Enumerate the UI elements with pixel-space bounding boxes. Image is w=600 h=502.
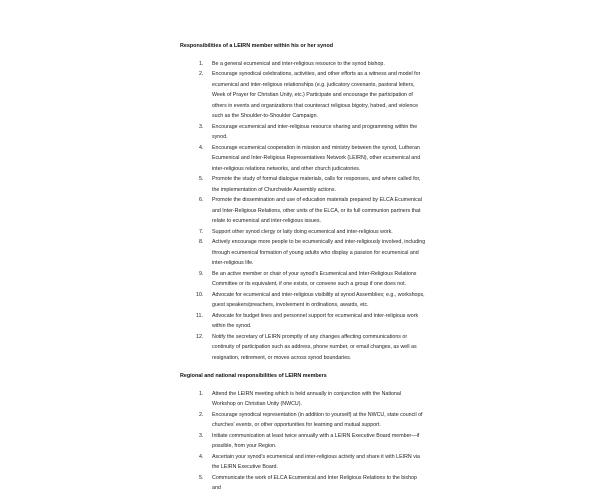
list-item: 5. Promote the study of formal dialogue materials, calls for responses, and where called for, the implementation of Churchwide Assembly actions. (199, 176, 421, 193)
list-item: 1. Be a general ecumenical and inter-religious resource to the synod bishop. (199, 60, 385, 67)
regional-responsibilities-list (180, 389, 430, 494)
list-item: 1. Attend the LEIRN meeting which is held annually in conjunction with the National Workshop on Christian Unity (NWCU). (199, 390, 402, 407)
list-item: 4. Encourage ecumenical cooperation in mission and ministry between the synod, Lutheran Ecumenical and Inter-Religious Representatives Network (LEIRN), other ecumenical and inter-religious relations networks, and other church judicatories. (199, 144, 421, 172)
list-item: 9. Be an active member or chair of your synod's Ecumenical and Inter-Religious Relations Committee or its equivalent, if one exists, or convene such a group if one does not. (199, 270, 417, 287)
list-item: 2. Encourage synodical representation (in addition to yourself) at the NWCU, state council of churches' events, or other opportunities for learning and mutual support. (199, 411, 423, 428)
list-item: 10. Advocate for ecumenical and inter-religious visibility at synod Assemblies; e.g., workshops, guest speakers/preachers, involvement in ordinations, awards, etc. (196, 291, 425, 308)
list-item: 8. Actively encourage more people to be ecumenically and inter-religiously involved, including through ecumenical formation of young adults who display a passion for ecumenical and inter-religious life. (199, 239, 426, 266)
list-item: 3. Initiate communication at least twice annually with a LEIRN Executive Board member—if possible, from your Region. (199, 432, 420, 449)
synod-responsibilities-list (180, 59, 430, 364)
list-item: 6. Promote the dissemination and use of education materials prepared by ELCA Ecumenical and Inter-Religious Relations, other units of the ELCA, or its full communion partners that relate to ecumenical and inter-religious issues. (199, 197, 422, 224)
list-item: 2. Encourage synodical celebrations, activities, and other efforts as a witness and model for ecumenical and inter-religious relationships (e.g. judicatory covenants, pastoral letters, Week of Prayer for Christian Unity, etc.) Participate and encourage the participation of others in events and organizations that counteract religious bigotry, hatred, and violence such as the Shoulder-to-Shoulder Campaign. (199, 71, 421, 119)
section-heading-synod: Responsibilities of a LEIRN member within his or her synod (180, 43, 334, 49)
list-item: 3. Encourage ecumenical and inter-religious resource sharing and programming within the synod. (199, 123, 418, 140)
section-heading-regional: Regional and national responsibilities of LEIRN members (180, 373, 327, 379)
list-item: 11. Advocate for budget lines and personnel support for ecumenical and inter-religious work within the synod. (196, 312, 419, 329)
list-item: 7. Support other synod clergy or laity doing ecumenical and inter-religious work. (199, 228, 393, 235)
list-item: 5. Communicate the work of ELCA Ecumenical and Inter Religious Relations to the bishop and (199, 474, 417, 491)
list-item: 4. Ascertain your synod's ecumenical and inter-religious activity and share it with LEIRN via the LEIRN Executive Board. (199, 453, 420, 470)
list-item: 12. Notify the secretary of LEIRN promptly of any changes affecting communications or continuity of participation such as address, phone number, or email changes, as well as resignation, retirement, or moves across synod boundaries. (196, 333, 417, 361)
document-page (180, 41, 430, 502)
